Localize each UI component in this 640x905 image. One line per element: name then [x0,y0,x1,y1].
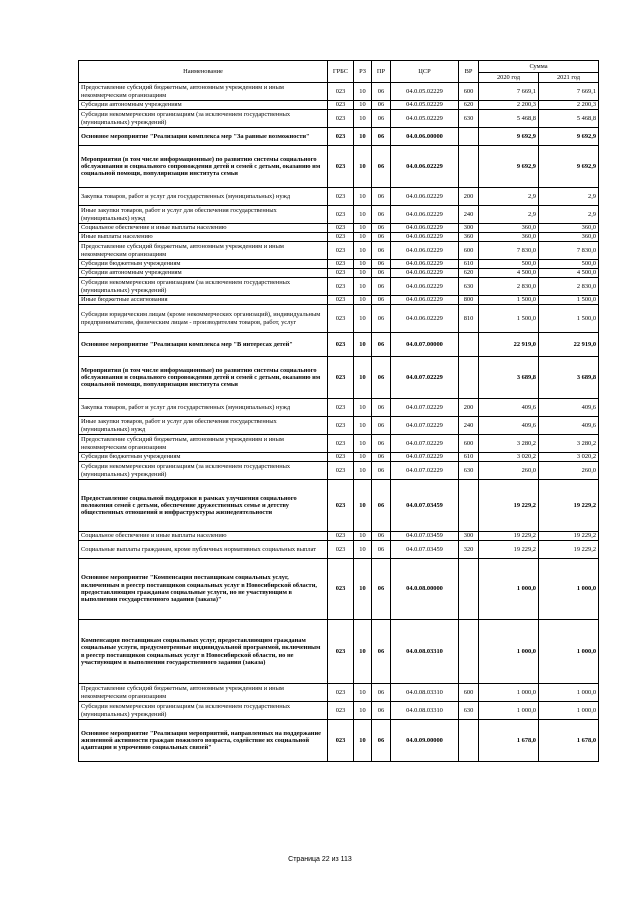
row-sum-2021: 1 000,0 [539,702,599,720]
row-csr: 04.0.06.02229 [391,296,459,305]
row-pr: 06 [372,453,391,462]
row-sum-2020: 1 000,0 [479,684,539,702]
row-grbs: 023 [328,620,354,684]
row-sum-2020: 19 229,2 [479,541,539,559]
table-row [79,269,599,278]
row-sum-2021: 260,0 [539,462,599,480]
row-pr: 06 [372,278,391,296]
table-row [79,480,599,532]
row-grbs: 023 [328,559,354,620]
row-vr: 810 [459,305,479,333]
row-sum-2020: 1 500,0 [479,296,539,305]
row-rz: 10 [354,684,372,702]
row-sum-2020: 1 000,0 [479,702,539,720]
row-csr: 04.0.07.00000 [391,333,459,357]
row-pr: 06 [372,296,391,305]
row-csr: 04.0.06.02229 [391,206,459,224]
row-name: Основное мероприятие "Реализация мероприятий, направленных на поддержание жизненной активности граждан пожилого возраста, содействие их социальной адаптации и упрочению социальных связей" [79,720,328,762]
row-sum-2021: 7 830,0 [539,242,599,260]
row-name: Мероприятия (в том числе информационные) по развитию системы социального обслуживания и социального сопровождения детей и семей с детьми, оказанию им социальной помощи, популяризации института семьи [79,146,328,188]
table-row [79,305,599,333]
row-pr: 06 [372,101,391,110]
row-rz: 10 [354,417,372,435]
row-sum-2021: 19 229,2 [539,480,599,532]
row-pr: 06 [372,242,391,260]
row-sum-2020: 360,0 [479,233,539,242]
row-sum-2021: 409,6 [539,399,599,417]
row-sum-2021: 2 830,0 [539,278,599,296]
row-vr [459,128,479,146]
table-row [79,357,599,399]
row-vr [459,559,479,620]
row-pr: 06 [372,620,391,684]
row-grbs: 023 [328,242,354,260]
row-grbs: 023 [328,305,354,333]
row-sum-2021: 3 689,8 [539,357,599,399]
table-row [79,101,599,110]
row-vr [459,620,479,684]
row-grbs: 023 [328,269,354,278]
row-csr: 04.0.07.02229 [391,417,459,435]
row-csr: 04.0.08.00000 [391,559,459,620]
header-year-2021: 2021 год [539,73,599,83]
row-rz: 10 [354,435,372,453]
row-pr: 06 [372,305,391,333]
row-rz: 10 [354,357,372,399]
row-vr: 600 [459,83,479,101]
row-csr: 04.0.05.02229 [391,110,459,128]
table-row [79,399,599,417]
row-sum-2021: 1 000,0 [539,620,599,684]
row-name: Компенсация поставщикам социальных услуг, предоставляющим гражданам социальные услуги, предусмотренные индивидуальной программой, включенным в реестр поставщиков социальных услуг в Новосибирской области, но не участвующим в выполнении государственного задания (заказа) [79,620,328,684]
row-vr [459,357,479,399]
row-csr: 04.0.06.02229 [391,233,459,242]
row-rz: 10 [354,702,372,720]
row-csr: 04.0.07.02229 [391,435,459,453]
row-csr: 04.0.08.03310 [391,684,459,702]
row-sum-2020: 19 229,2 [479,480,539,532]
row-grbs: 023 [328,532,354,541]
row-csr: 04.0.06.00000 [391,128,459,146]
row-sum-2020: 3 020,2 [479,453,539,462]
row-sum-2020: 2,9 [479,206,539,224]
page-footer: Страница 22 из 113 [288,856,352,863]
header-name: Наименование [79,61,328,83]
row-csr: 04.0.08.03310 [391,620,459,684]
row-name: Иные закупки товаров, работ и услуг для обеспечения государственных (муниципальных) нужд [79,206,328,224]
row-sum-2020: 19 229,2 [479,532,539,541]
row-csr: 04.0.07.03459 [391,541,459,559]
row-grbs: 023 [328,684,354,702]
row-pr: 06 [372,110,391,128]
table-row [79,260,599,269]
table-row [79,296,599,305]
header-csr: ЦСР [391,61,459,83]
row-rz: 10 [354,146,372,188]
table-row [79,435,599,453]
row-pr: 06 [372,720,391,762]
row-pr: 06 [372,357,391,399]
row-pr: 06 [372,702,391,720]
row-sum-2020: 1 000,0 [479,620,539,684]
header-pr: ПР [372,61,391,83]
row-sum-2021: 9 692,9 [539,128,599,146]
row-vr: 360 [459,233,479,242]
row-csr: 04.0.06.02229 [391,188,459,206]
row-rz: 10 [354,110,372,128]
row-rz: 10 [354,296,372,305]
row-vr: 630 [459,278,479,296]
row-sum-2021: 500,0 [539,260,599,269]
row-sum-2021: 2,9 [539,206,599,224]
row-sum-2020: 260,0 [479,462,539,480]
table-row [79,333,599,357]
row-grbs: 023 [328,224,354,233]
table-row [79,242,599,260]
row-pr: 06 [372,559,391,620]
table-row [79,128,599,146]
row-pr: 06 [372,435,391,453]
row-csr: 04.0.06.02229 [391,269,459,278]
row-vr: 610 [459,260,479,269]
row-sum-2020: 409,6 [479,399,539,417]
row-name: Субсидии бюджетным учреждениям [79,260,328,269]
row-name: Закупка товаров, работ и услуг для государственных (муниципальных) нужд [79,399,328,417]
row-name: Иные бюджетные ассигнования [79,296,328,305]
row-sum-2020: 5 468,8 [479,110,539,128]
row-rz: 10 [354,83,372,101]
row-vr: 240 [459,206,479,224]
row-name: Субсидии юридическим лицам (кроме некоммерческих организаций), индивидуальным предпринимателям, физическим лицам - производителям товаров, работ, услуг [79,305,328,333]
row-name: Социальное обеспечение и иные выплаты населению [79,224,328,233]
row-grbs: 023 [328,296,354,305]
row-grbs: 023 [328,541,354,559]
row-name: Субсидии автономным учреждениям [79,101,328,110]
row-pr: 06 [372,541,391,559]
row-pr: 06 [372,233,391,242]
row-name: Субсидии некоммерческим организациям (за исключением государственных (муниципальных) учреждений) [79,702,328,720]
row-sum-2020: 22 919,0 [479,333,539,357]
row-name: Предоставление субсидий бюджетным, автономным учреждениям и иным некоммерческим организациям [79,435,328,453]
row-name: Иные выплаты населению [79,233,328,242]
row-csr: 04.0.07.02229 [391,462,459,480]
row-sum-2021: 1 000,0 [539,684,599,702]
row-grbs: 023 [328,128,354,146]
row-sum-2021: 2,9 [539,188,599,206]
row-vr: 620 [459,101,479,110]
table-row [79,532,599,541]
row-grbs: 023 [328,206,354,224]
header-rz: РЗ [354,61,372,83]
row-sum-2020: 7 669,1 [479,83,539,101]
row-sum-2020: 2 200,3 [479,101,539,110]
row-name: Предоставление субсидий бюджетным, автономным учреждениям и иным некоммерческим организациям [79,684,328,702]
row-sum-2021: 1 500,0 [539,305,599,333]
row-vr [459,146,479,188]
row-csr: 04.0.06.02229 [391,278,459,296]
row-rz: 10 [354,720,372,762]
row-vr: 200 [459,399,479,417]
row-rz: 10 [354,462,372,480]
row-rz: 10 [354,269,372,278]
row-sum-2021: 19 229,2 [539,532,599,541]
row-vr: 800 [459,296,479,305]
row-vr [459,480,479,532]
row-grbs: 023 [328,101,354,110]
row-sum-2021: 1 678,0 [539,720,599,762]
table-row [79,188,599,206]
row-sum-2021: 4 500,0 [539,269,599,278]
table-row [79,233,599,242]
table-row [79,146,599,188]
row-rz: 10 [354,333,372,357]
row-sum-2020: 1 000,0 [479,559,539,620]
row-csr: 04.0.07.02229 [391,453,459,462]
row-csr: 04.0.08.03310 [391,702,459,720]
row-rz: 10 [354,559,372,620]
table-row [79,702,599,720]
row-name: Субсидии бюджетным учреждениям [79,453,328,462]
row-rz: 10 [354,224,372,233]
row-csr: 04.0.05.02229 [391,101,459,110]
row-pr: 06 [372,333,391,357]
row-name: Субсидии некоммерческим организациям (за исключением государственных (муниципальных) учреждений) [79,462,328,480]
row-pr: 06 [372,417,391,435]
row-grbs: 023 [328,702,354,720]
header-vr: ВР [459,61,479,83]
row-sum-2021: 360,0 [539,233,599,242]
row-csr: 04.0.06.02229 [391,260,459,269]
table-row [79,720,599,762]
row-rz: 10 [354,101,372,110]
row-csr: 04.0.07.03459 [391,532,459,541]
row-vr: 630 [459,110,479,128]
row-rz: 10 [354,453,372,462]
row-name: Предоставление субсидий бюджетным, автономным учреждениям и иным некоммерческим организациям [79,83,328,101]
row-pr: 06 [372,224,391,233]
row-rz: 10 [354,242,372,260]
row-grbs: 023 [328,233,354,242]
row-sum-2020: 9 692,9 [479,146,539,188]
row-pr: 06 [372,269,391,278]
row-vr: 630 [459,462,479,480]
row-rz: 10 [354,480,372,532]
row-pr: 06 [372,83,391,101]
row-rz: 10 [354,278,372,296]
row-sum-2020: 3 689,8 [479,357,539,399]
row-grbs: 023 [328,110,354,128]
row-sum-2021: 1 500,0 [539,296,599,305]
row-csr: 04.0.07.02229 [391,399,459,417]
row-name: Мероприятия (в том числе информационные) по развитию системы социального обслуживания и социального сопровождения детей и семей с детьми, оказанию им социальной помощи, популяризации института семьи [79,357,328,399]
row-rz: 10 [354,399,372,417]
row-sum-2021: 3 020,2 [539,453,599,462]
row-csr: 04.0.07.03459 [391,480,459,532]
row-name: Субсидии автономным учреждениям [79,269,328,278]
row-name: Субсидии некоммерческим организациям (за исключением государственных (муниципальных) учреждений) [79,110,328,128]
row-grbs: 023 [328,83,354,101]
row-rz: 10 [354,128,372,146]
table-row [79,684,599,702]
header-year-2020: 2020 год [479,73,539,83]
row-name: Социальное обеспечение и иные выплаты населению [79,532,328,541]
row-vr: 600 [459,242,479,260]
row-rz: 10 [354,260,372,269]
row-sum-2021: 22 919,0 [539,333,599,357]
table-row [79,224,599,233]
row-grbs: 023 [328,480,354,532]
row-sum-2021: 7 669,1 [539,83,599,101]
row-sum-2020: 360,0 [479,224,539,233]
row-pr: 06 [372,480,391,532]
budget-table [78,60,599,762]
row-name: Основное мероприятие "Реализация комплекса мер "За равные возможности" [79,128,328,146]
row-vr [459,333,479,357]
row-rz: 10 [354,188,372,206]
table-row [79,620,599,684]
table-row [79,278,599,296]
row-pr: 06 [372,532,391,541]
row-sum-2020: 2 830,0 [479,278,539,296]
row-pr: 06 [372,188,391,206]
row-grbs: 023 [328,399,354,417]
row-vr: 300 [459,532,479,541]
row-vr: 600 [459,435,479,453]
row-csr: 04.0.07.02229 [391,357,459,399]
row-grbs: 023 [328,278,354,296]
row-csr: 04.0.06.02229 [391,146,459,188]
row-pr: 06 [372,462,391,480]
header-sum: Сумма [479,61,599,73]
row-grbs: 023 [328,188,354,206]
row-grbs: 023 [328,462,354,480]
row-sum-2021: 409,6 [539,417,599,435]
row-csr: 04.0.06.02229 [391,242,459,260]
row-grbs: 023 [328,357,354,399]
row-sum-2020: 2,9 [479,188,539,206]
row-sum-2021: 3 280,2 [539,435,599,453]
row-name: Субсидии некоммерческим организациям (за исключением государственных (муниципальных) учреждений) [79,278,328,296]
row-vr: 630 [459,702,479,720]
row-name: Социальные выплаты гражданам, кроме публичных нормативных социальных выплат [79,541,328,559]
row-rz: 10 [354,541,372,559]
row-sum-2020: 409,6 [479,417,539,435]
row-grbs: 023 [328,435,354,453]
row-vr: 600 [459,684,479,702]
row-sum-2020: 9 692,9 [479,128,539,146]
row-pr: 06 [372,128,391,146]
row-rz: 10 [354,206,372,224]
row-vr: 300 [459,224,479,233]
row-vr: 620 [459,269,479,278]
row-name: Основное мероприятие "Компенсация поставщикам социальных услуг, включенным в реестр поставщиков социальных услуг в Новосибирской области, предоставляющим гражданам социальные услуги, но не участвующим в выполнении государственного задания (заказа)" [79,559,328,620]
table-row [79,110,599,128]
row-vr: 320 [459,541,479,559]
row-csr: 04.0.05.02229 [391,83,459,101]
row-vr [459,720,479,762]
row-grbs: 023 [328,333,354,357]
row-sum-2021: 1 000,0 [539,559,599,620]
row-vr: 610 [459,453,479,462]
row-sum-2021: 19 229,2 [539,541,599,559]
row-name: Предоставление субсидий бюджетным, автономным учреждениям и иным некоммерческим организациям [79,242,328,260]
header-grbs: ГРБС [328,61,354,83]
row-sum-2020: 3 280,2 [479,435,539,453]
row-pr: 06 [372,399,391,417]
table-row [79,462,599,480]
row-sum-2021: 360,0 [539,224,599,233]
row-sum-2020: 1 500,0 [479,305,539,333]
row-pr: 06 [372,684,391,702]
row-name: Предоставление социальной поддержки в рамках улучшения социального положения семей с детьми, обеспечение дружественных семье и детству общественных отношений и инфраструктуры жизнедеятельности [79,480,328,532]
row-grbs: 023 [328,417,354,435]
row-grbs: 023 [328,453,354,462]
row-csr: 04.0.09.00000 [391,720,459,762]
row-sum-2021: 5 468,8 [539,110,599,128]
table-row [79,453,599,462]
row-sum-2020: 500,0 [479,260,539,269]
row-sum-2020: 7 830,0 [479,242,539,260]
row-sum-2021: 2 200,3 [539,101,599,110]
table-row [79,541,599,559]
row-vr: 240 [459,417,479,435]
row-grbs: 023 [328,260,354,269]
row-vr: 200 [459,188,479,206]
row-csr: 04.0.06.02229 [391,305,459,333]
row-rz: 10 [354,620,372,684]
row-grbs: 023 [328,720,354,762]
row-rz: 10 [354,305,372,333]
table-body [79,83,599,762]
row-name: Закупка товаров, работ и услуг для государственных (муниципальных) нужд [79,188,328,206]
row-sum-2021: 9 692,9 [539,146,599,188]
row-rz: 10 [354,532,372,541]
row-csr: 04.0.06.02229 [391,224,459,233]
table-row [79,83,599,101]
row-pr: 06 [372,206,391,224]
row-name: Основное мероприятие "Реализация комплекса мер "В интересах детей" [79,333,328,357]
table-row [79,559,599,620]
row-rz: 10 [354,233,372,242]
row-pr: 06 [372,260,391,269]
table-row [79,417,599,435]
row-name: Иные закупки товаров, работ и услуг для обеспечения государственных (муниципальных) нужд [79,417,328,435]
row-sum-2020: 4 500,0 [479,269,539,278]
table-row [79,206,599,224]
row-sum-2020: 1 678,0 [479,720,539,762]
row-grbs: 023 [328,146,354,188]
row-pr: 06 [372,146,391,188]
